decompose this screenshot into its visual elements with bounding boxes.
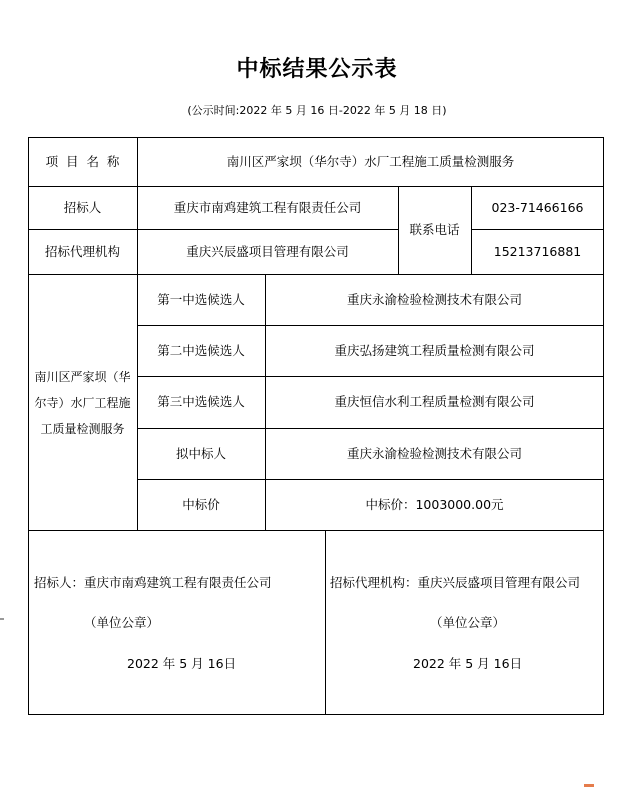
page-title: 中标结果公示表 [236,57,398,82]
contact-phone-label: 联系电话 [409,222,460,237]
proposed-winner-value: 重庆永渝检验检测技术有限公司 [346,445,522,461]
candidate-1-value: 重庆永渝检验检测技术有限公司 [346,291,522,307]
winning-price-label: 中标价 [182,497,220,512]
agency-value: 重庆兴辰盛项目管理有限公司 [186,243,349,259]
candidate-1-label: 第一中选候选人 [157,291,245,307]
winning-price-value: 中标价：1003000.00元 [365,497,504,512]
candidate-2-value: 重庆弘扬建筑工程质量检测有限公司 [334,342,535,358]
tenderer-signature: 招标人：重庆市南鸡建筑工程有限责任公司 [34,575,272,590]
edge-mark [0,618,4,620]
agency-signature: 招标代理机构：重庆兴辰盛项目管理有限公司 [330,575,581,590]
candidate-3-value: 重庆恒信水利工程质量检测有限公司 [334,394,535,409]
project-name-value: 南川区严家坝（华尔寺）水厂工程施工质量检测服务 [226,153,515,169]
tenderer-phone: 023-71466166 [491,199,584,215]
agency-date: 2022 年 5 月 16日 [413,656,523,671]
table-rule [325,530,326,715]
proposed-winner-label: 拟中标人 [175,445,226,461]
project-name-label: 项 目 名 称 [45,153,120,169]
publicity-period: (公示时间:2022 年 5 月 16 日-2022 年 5 月 18 日) [187,104,447,117]
candidate-2-label: 第二中选候选人 [157,342,245,358]
section-project-label: 南川区严家坝（华尔寺）水厂工程施工质量检测服务 [34,369,131,436]
tenderer-label: 招标人 [63,199,102,215]
agency-phone: 15213716881 [493,243,582,259]
tenderer-seal: （单位公章） [84,615,160,630]
candidate-3-label: 第三中选候选人 [157,394,245,409]
agency-seal: （单位公章） [430,615,506,630]
agency-label: 招标代理机构 [44,243,120,259]
tenderer-date: 2022 年 5 月 16日 [127,656,237,671]
tenderer-value: 重庆市南鸡建筑工程有限责任公司 [173,199,362,215]
